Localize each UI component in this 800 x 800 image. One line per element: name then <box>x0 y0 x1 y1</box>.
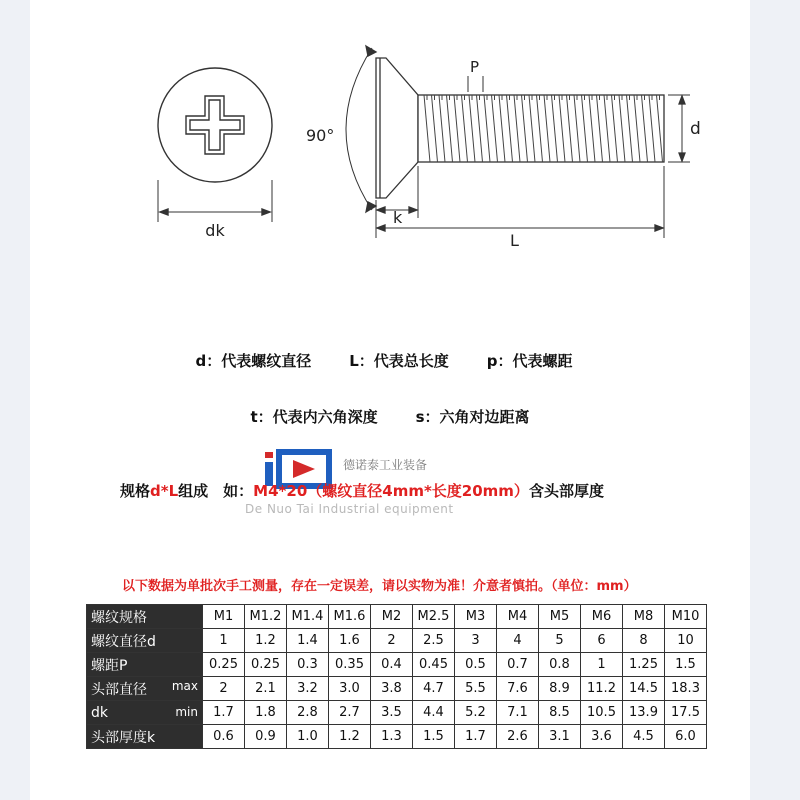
table-cell: 5.2 <box>455 701 497 725</box>
legend-p: p：代表螺距 <box>486 352 573 370</box>
angle-label: 90° <box>306 126 335 145</box>
table-cell: 0.25 <box>245 653 287 677</box>
spec-table <box>86 604 707 749</box>
table-row <box>87 629 707 653</box>
table-cell: 5 <box>539 629 581 653</box>
table-cell: 1 <box>581 653 623 677</box>
table-cell: M1 <box>203 605 245 629</box>
legend-l: L：代表总长度 <box>349 352 449 370</box>
row-header <box>87 605 203 629</box>
spec-mid: 组成 如： <box>178 482 254 500</box>
table-cell: M1.6 <box>329 605 371 629</box>
table-cell: 7.6 <box>497 677 539 701</box>
legend-line-1 <box>185 332 611 371</box>
spec-formula: d*L <box>150 482 179 500</box>
table-row <box>87 725 707 749</box>
table-cell: 11.2 <box>581 677 623 701</box>
table-cell: 18.3 <box>665 677 707 701</box>
table-cell: 2 <box>371 629 413 653</box>
table-cell: 14.5 <box>623 677 665 701</box>
spec-explanation <box>120 480 604 501</box>
row-header-label: 头部厚度k <box>91 729 156 746</box>
table-cell: 1.3 <box>371 725 413 749</box>
table-cell: 4 <box>497 629 539 653</box>
table-cell: 1.8 <box>245 701 287 725</box>
table-cell: 3.8 <box>371 677 413 701</box>
company-name-cn: 德诺泰工业装备 <box>343 458 428 472</box>
table-cell: 1.6 <box>329 629 371 653</box>
head-top-view <box>158 68 272 222</box>
table-cell: 4.5 <box>623 725 665 749</box>
table-cell: 1.7 <box>203 701 245 725</box>
table-cell: 2 <box>203 677 245 701</box>
table-cell: 6 <box>581 629 623 653</box>
legend-line-2 <box>240 388 568 427</box>
table-cell: 1.0 <box>287 725 329 749</box>
table-cell: 1.4 <box>287 629 329 653</box>
table-cell: 0.9 <box>245 725 287 749</box>
table-cell: 0.4 <box>371 653 413 677</box>
table-cell: 3.2 <box>287 677 329 701</box>
head-height-label: k <box>393 208 403 227</box>
dk-label: dk <box>205 221 225 240</box>
table-cell: 2.1 <box>245 677 287 701</box>
row-header <box>87 629 203 653</box>
table-cell: 0.5 <box>455 653 497 677</box>
table-cell: 3.0 <box>329 677 371 701</box>
row-header-label: dk <box>91 704 108 721</box>
table-cell: 2.6 <box>497 725 539 749</box>
legend-t: t：代表内六角深度 <box>250 408 378 426</box>
row-header-sub: min <box>175 704 198 719</box>
measurement-disclaimer: 以下数据为单批次手工测量，存在一定误差，请以实物为准！介意者慎拍。（单位：mm） <box>122 579 637 594</box>
row-header <box>87 677 203 701</box>
table-row <box>87 605 707 629</box>
table-cell: 17.5 <box>665 701 707 725</box>
length-label: L <box>510 231 519 250</box>
row-header <box>87 701 203 725</box>
table-cell: M4 <box>497 605 539 629</box>
table-cell: 2.8 <box>287 701 329 725</box>
table-cell: M6 <box>581 605 623 629</box>
table-cell: 7.1 <box>497 701 539 725</box>
table-row <box>87 701 707 725</box>
spec-prefix: 规格 <box>120 482 151 500</box>
table-cell: 3 <box>455 629 497 653</box>
row-header-label: 螺纹直径d <box>91 633 156 650</box>
screw-technical-drawing <box>0 0 800 300</box>
table-cell: 0.25 <box>203 653 245 677</box>
row-header-label: 螺距P <box>91 657 128 674</box>
table-cell: 10.5 <box>581 701 623 725</box>
row-header <box>87 653 203 677</box>
row-header-label: 头部直径 <box>91 681 147 698</box>
table-cell: 10 <box>665 629 707 653</box>
row-header <box>87 725 203 749</box>
table-cell: M1.4 <box>287 605 329 629</box>
table-cell: 1 <box>203 629 245 653</box>
spec-suffix: 含头部厚度 <box>528 482 604 500</box>
table-cell: 0.3 <box>287 653 329 677</box>
table-cell: 0.7 <box>497 653 539 677</box>
table-cell: 3.5 <box>371 701 413 725</box>
table-cell: 8 <box>623 629 665 653</box>
company-name-en: De Nuo Tai Industrial equipment <box>245 502 454 516</box>
row-header-sub: max <box>171 678 198 693</box>
table-cell: 3.6 <box>581 725 623 749</box>
legend-s: s：六角对边距离 <box>415 408 530 426</box>
row-header-label: 螺纹规格 <box>91 609 147 626</box>
table-row <box>87 653 707 677</box>
table-cell: 2.5 <box>413 629 455 653</box>
table-cell: 3.1 <box>539 725 581 749</box>
table-cell: 5.5 <box>455 677 497 701</box>
table-cell: 8.5 <box>539 701 581 725</box>
table-cell: M3 <box>455 605 497 629</box>
table-cell: 1.5 <box>413 725 455 749</box>
table-cell: 1.7 <box>455 725 497 749</box>
table-cell: 1.5 <box>665 653 707 677</box>
table-cell: 0.35 <box>329 653 371 677</box>
table-cell: 1.2 <box>329 725 371 749</box>
table-cell: 1.25 <box>623 653 665 677</box>
table-cell: 0.6 <box>203 725 245 749</box>
diameter-label: d <box>690 119 701 139</box>
spec-example: M4*20（螺纹直径4mm*长度20mm） <box>253 482 529 500</box>
table-cell: 2.7 <box>329 701 371 725</box>
table-cell: M1.2 <box>245 605 287 629</box>
table-cell: 8.9 <box>539 677 581 701</box>
table-cell: 1.2 <box>245 629 287 653</box>
table-cell: 13.9 <box>623 701 665 725</box>
table-cell: 0.45 <box>413 653 455 677</box>
table-cell: M2 <box>371 605 413 629</box>
table-cell: 6.0 <box>665 725 707 749</box>
table-cell: M10 <box>665 605 707 629</box>
table-cell: M5 <box>539 605 581 629</box>
table-row <box>87 677 707 701</box>
table-cell: 4.4 <box>413 701 455 725</box>
table-cell: M2.5 <box>413 605 455 629</box>
legend-d: d：代表螺纹直径 <box>195 352 312 370</box>
table-cell: 4.7 <box>413 677 455 701</box>
pitch-label: P <box>470 58 480 76</box>
table-cell: M8 <box>623 605 665 629</box>
table-cell: 0.8 <box>539 653 581 677</box>
